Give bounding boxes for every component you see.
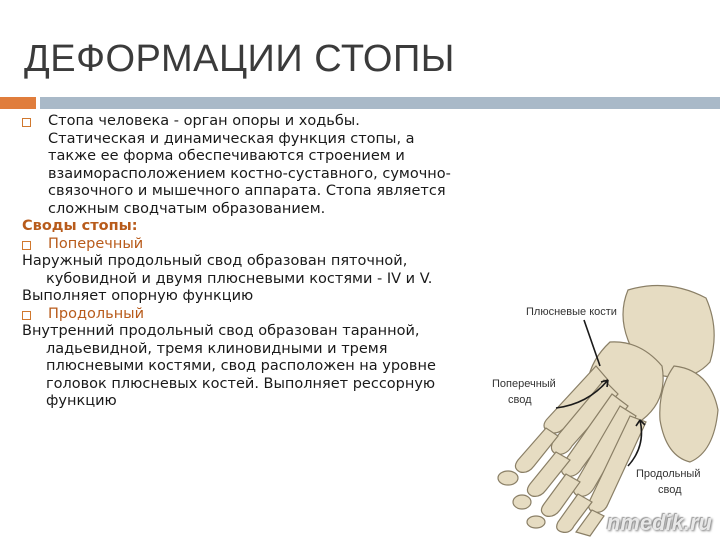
intro-paragraph: Стопа человека - орган опоры и ходьбы. Статическая и динамическая функция стопы, а также ее форма обеспечиваются строением и взаиморасположением костно-суставного, сумочно-связочного и мышечного аппарата. Стопа является сложным сводчатым образованием. <box>22 113 460 218</box>
square-bullet-icon <box>22 241 31 250</box>
square-bullet-icon <box>22 311 31 320</box>
title-divider <box>40 97 720 109</box>
longitudinal-description: Внутренний продольный свод образован таранной, ладьевидной, тремя клиновидными и тремя плюсневыми костями, свод расположен на уровне головок плюсневых костей. Выполняет рессорную функцию <box>22 323 436 409</box>
transverse-bullet: Поперечный <box>22 236 460 254</box>
transverse-description: Наружный продольный свод образован пяточной, кубовидной и двумя плюсневыми костями - IV и V. <box>22 253 433 287</box>
arches-heading: Своды стопы: <box>22 218 138 234</box>
label-longitudinal-line2: свод <box>658 484 682 496</box>
watermark-logo: nmedik.ru <box>606 510 712 535</box>
square-bullet-icon <box>22 118 31 127</box>
longitudinal-bullet: Продольный <box>22 306 460 324</box>
label-transverse-line2: свод <box>508 394 532 406</box>
slide-content <box>22 113 460 411</box>
foot-skeleton-figure <box>478 270 720 540</box>
slide-title: ДЕФОРМАЦИИ СТОПЫ <box>24 38 455 80</box>
label-metatarsals: Плюсневые кости <box>526 306 617 318</box>
title-accent-block <box>0 97 36 109</box>
pointer-line-metatarsals <box>584 320 600 366</box>
label-longitudinal-line1: Продольный <box>636 468 701 480</box>
transverse-function: Выполняет опорную функцию <box>22 288 254 304</box>
label-transverse-line1: Поперечный <box>492 378 556 390</box>
